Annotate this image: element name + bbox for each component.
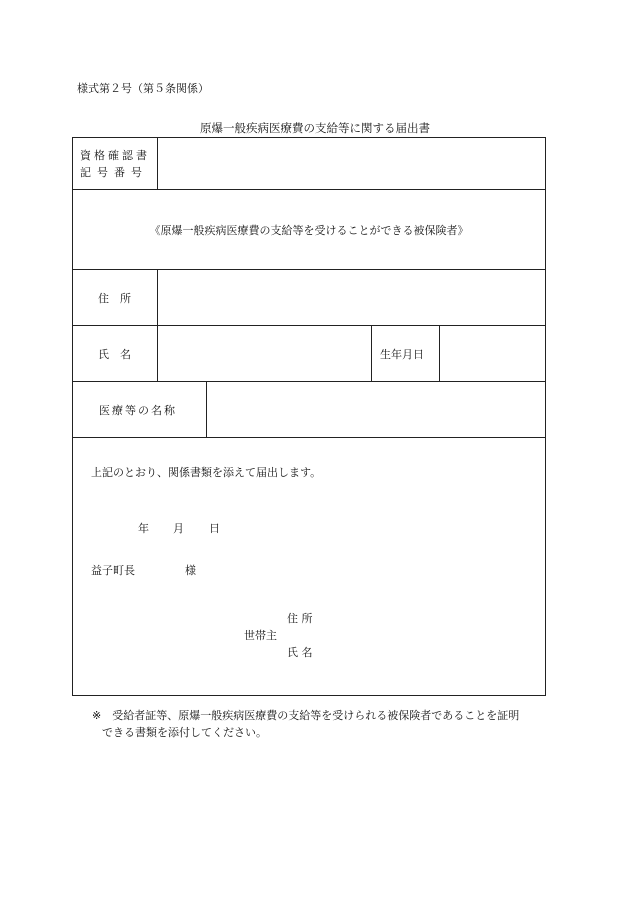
date-day-label: 日 xyxy=(209,522,220,535)
cert-label-line2: 記号番号 xyxy=(80,166,148,179)
row-divider xyxy=(73,189,545,190)
cert-number-label xyxy=(80,147,150,181)
date-month-label: 月 xyxy=(173,522,184,535)
address-field[interactable] xyxy=(159,271,543,323)
addressee: 益子町長 xyxy=(91,564,135,577)
date-year-label: 年 xyxy=(138,522,149,535)
col-divider xyxy=(439,325,440,381)
col-divider xyxy=(371,325,372,381)
footnote xyxy=(92,707,519,741)
form-title: 原爆一般疾病医療費の支給等に関する届出書 xyxy=(200,121,430,135)
honorific: 様 xyxy=(185,564,196,577)
col-divider xyxy=(157,269,158,381)
beneficiary-heading: 《原爆一般疾病医療費の支給等を受けることができる被保険者》 xyxy=(149,224,469,237)
row-divider xyxy=(73,381,545,382)
col-divider xyxy=(206,381,207,437)
form-table xyxy=(72,137,546,696)
form-number: 様式第２号（第５条関係） xyxy=(77,82,209,95)
householder-address-label: 住 所 xyxy=(287,612,313,625)
facility-field[interactable] xyxy=(208,383,543,435)
birthdate-label: 生年月日 xyxy=(380,348,424,361)
cert-number-field[interactable] xyxy=(159,140,543,187)
cert-label-line1: 資格確認書 xyxy=(80,149,150,162)
name-label: 氏 名 xyxy=(98,348,131,361)
col-divider xyxy=(157,138,158,189)
declaration-statement: 上記のとおり、関係書類を添えて届出します。 xyxy=(91,466,322,479)
name-field[interactable] xyxy=(159,327,369,379)
row-divider xyxy=(73,325,545,326)
footnote-line1 xyxy=(92,707,519,724)
row-divider xyxy=(73,269,545,270)
row-divider xyxy=(73,437,545,438)
footnote-line2: できる書類を添付してください。 xyxy=(102,726,267,739)
facility-label: 医療等の名称 xyxy=(99,404,177,417)
householder-name-label: 氏 名 xyxy=(287,646,313,659)
birthdate-field[interactable] xyxy=(441,327,543,379)
footnote-text1: 受給者証等、原爆一般疾病医療費の支給等を受けられる被保険者であることを証明 xyxy=(112,709,520,722)
footnote-mark: ※ xyxy=(92,709,102,722)
address-label: 住 所 xyxy=(98,292,131,305)
householder-label: 世帯主 xyxy=(244,629,277,642)
